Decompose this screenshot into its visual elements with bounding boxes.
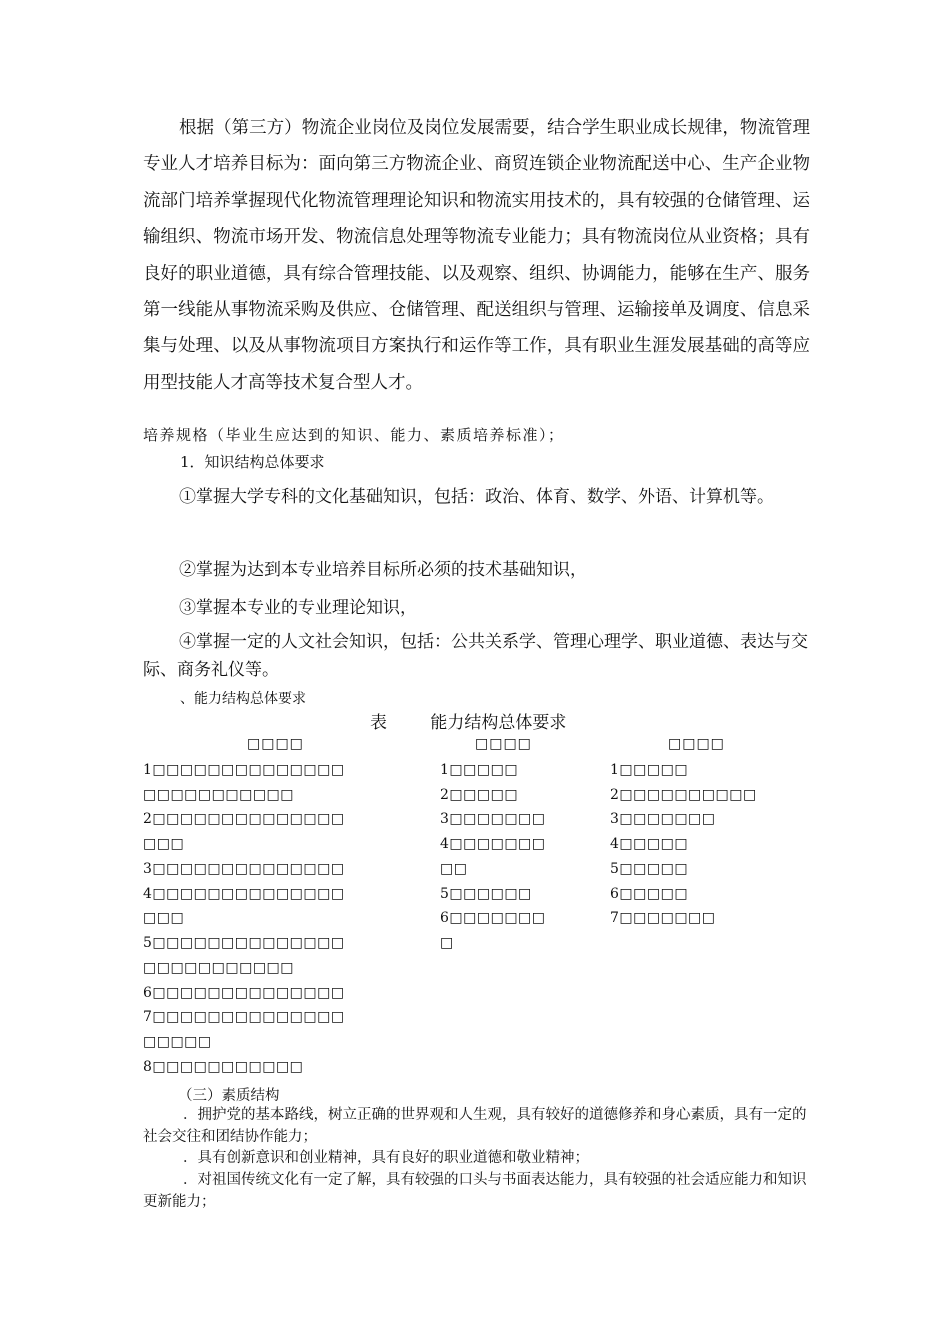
table-cell: 6□□□□□ xyxy=(610,886,689,902)
table-col-header: □□□□ xyxy=(247,736,304,752)
table-cell: 1□□□□□□□□□□□□□□ xyxy=(143,762,345,778)
table-caption xyxy=(370,708,566,733)
table-cell: □□□ xyxy=(143,836,185,852)
table-caption-prefix: 表 xyxy=(370,713,387,733)
table-cell: □□□□□□□□□□□ xyxy=(143,960,295,976)
table-cell: 4□□□□□ xyxy=(610,836,689,852)
table-cell: 5□□□□□ xyxy=(610,861,689,877)
quality-item: ．拥护党的基本路线，树立正确的世界观和人生观，具有较好的道德修养和身心素质，具有一定的社会交往和团结协作能力； xyxy=(143,1107,807,1145)
table-cell: 2□□□□□ xyxy=(440,787,519,803)
quality-item: ．具有创新意识和创业精神，具有良好的职业道德和敬业精神； xyxy=(183,1150,589,1166)
table-cell: 3□□□□□□□ xyxy=(440,811,546,827)
table-cell: 5□□□□□□ xyxy=(440,886,532,902)
table-cell: 7□□□□□□□ xyxy=(610,910,716,926)
table-cell: 2□□□□□□□□□□□□□□ xyxy=(143,811,345,827)
table-cell: 3□□□□□□□□□□□□□□ xyxy=(143,861,345,877)
ability-heading: 、能力结构总体要求 xyxy=(180,691,306,707)
table-cell: 3□□□□□□□ xyxy=(610,811,716,827)
table-cell: 8□□□□□□□□□□□ xyxy=(143,1059,304,1075)
table-cell: □ xyxy=(440,935,454,951)
intro-paragraph: 根据（第三方）物流企业岗位及岗位发展需要，结合学生职业成长规律，物流管理专业人才培养目标为：面向第三方物流企业、商贸连锁企业物流配送中心、生产企业物流部门培养掌握现代化物流管理理论知识和物流实用技术的，具有较强的仓储管理、运输组织、物流市场开发、物流信息处理等物流专业能力；具有物流岗位从业资格；具有良好的职业道德，具有综合管理技能、以及观察、组织、协调能力，能够在生产、服务第一线能从事物流采购及供应、仓储管理、配送组织与管理、运输接单及调度、信息采集与处理、以及从事物流项目方案执行和运作等工作，具有职业生涯发展基础的高等应用型技能人才高等技术复合型人才。 xyxy=(143,118,810,393)
table-col-header: □□□□ xyxy=(475,736,532,752)
table-cell: 4□□□□□□□ xyxy=(440,836,546,852)
table-cell: 1□□□□□ xyxy=(440,762,519,778)
table-caption-text: 能力结构总体要求 xyxy=(430,713,567,733)
table-cell: □□□□□ xyxy=(143,1034,212,1050)
knowledge-item: ④掌握一定的人文社会知识，包括：公共关系学、管理心理学、职业道德、表达与交际、商务礼仪等。 xyxy=(143,632,808,680)
table-cell: □□□□□□□□□□□ xyxy=(143,787,295,803)
table-cell: □□□ xyxy=(143,910,185,926)
quality-heading: （三）素质结构 xyxy=(178,1088,280,1104)
table-cell: 5□□□□□□□□□□□□□□ xyxy=(143,935,345,951)
quality-item: ．对祖国传统文化有一定了解，具有较强的口头与书面表达能力，具有较强的社会适应能力和知识更新能力； xyxy=(143,1172,807,1210)
spec-heading: 培养规格（毕业生应达到的知识、能力、素质培养标准）； xyxy=(143,426,565,444)
knowledge-item: ②掌握为达到本专业培养目标所必须的技术基础知识， xyxy=(179,560,587,580)
table-cell: 4□□□□□□□□□□□□□□ xyxy=(143,886,345,902)
knowledge-heading: 1．知识结构总体要求 xyxy=(180,453,325,471)
table-cell: 1□□□□□ xyxy=(610,762,689,778)
table-cell: 7□□□□□□□□□□□□□□ xyxy=(143,1009,345,1025)
table-cell: 6□□□□□□□ xyxy=(440,910,546,926)
knowledge-item: ①掌握大学专科的文化基础知识，包括：政治、体育、数学、外语、计算机等。 xyxy=(179,487,774,507)
table-cell: 2□□□□□□□□□□ xyxy=(610,787,757,803)
table-cell: □□ xyxy=(440,861,468,877)
table-cell: 6□□□□□□□□□□□□□□ xyxy=(143,985,345,1001)
knowledge-item: ③掌握本专业的专业理论知识， xyxy=(179,598,417,618)
table-col-header: □□□□ xyxy=(668,736,725,752)
